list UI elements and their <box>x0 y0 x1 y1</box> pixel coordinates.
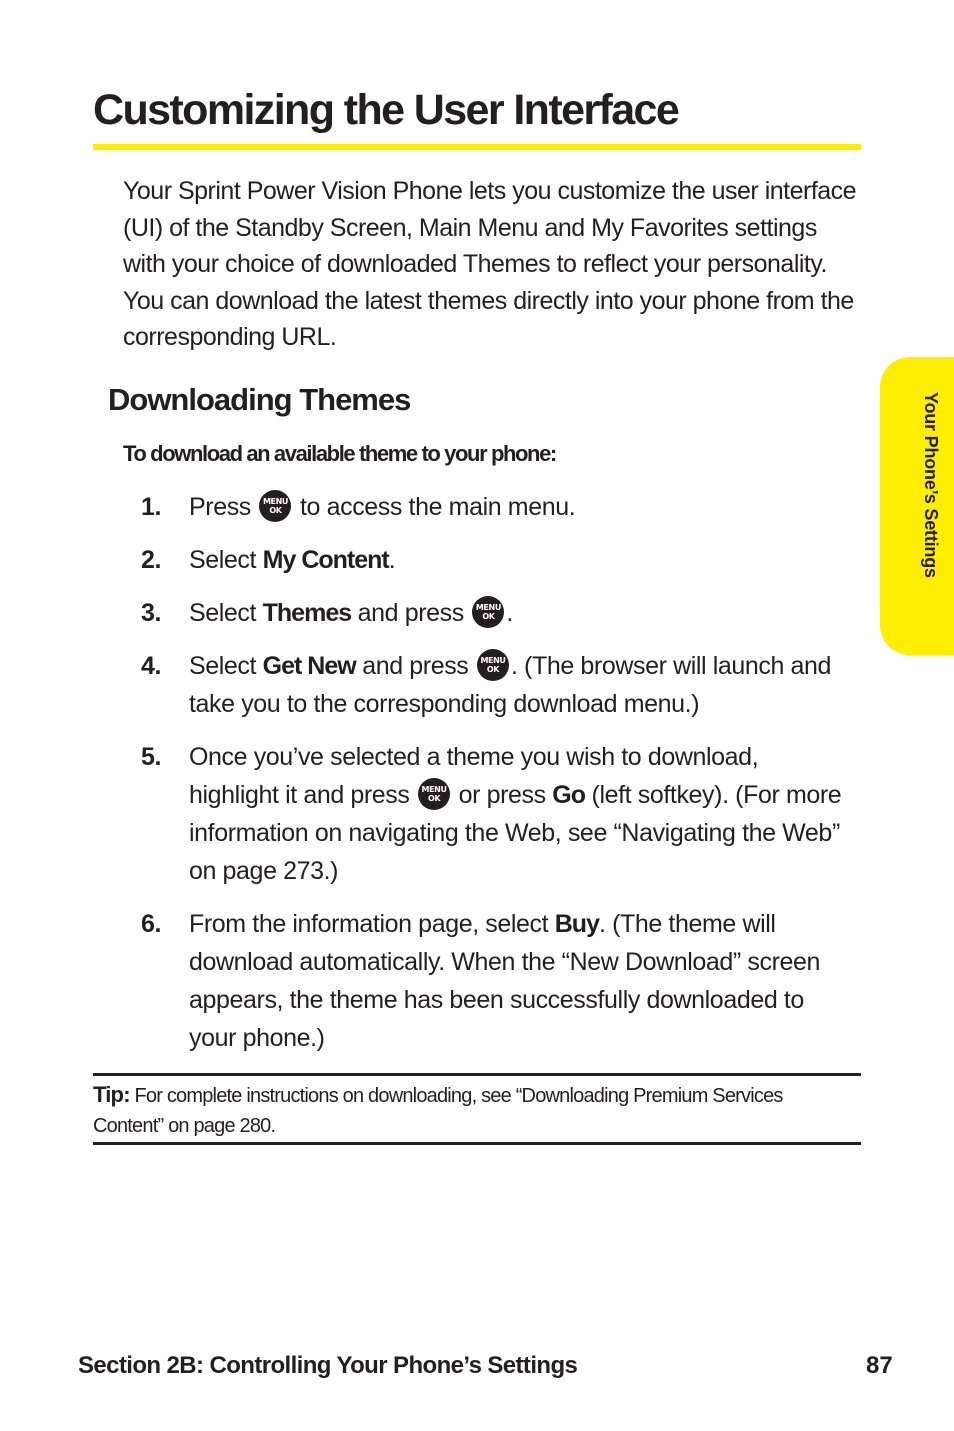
step-text <box>189 905 849 1057</box>
menu-item-name: My Content <box>262 546 389 574</box>
side-tab-label: Your Phone’s Settings <box>921 392 941 578</box>
step-text-part: Select <box>189 546 257 574</box>
step-text <box>189 488 849 526</box>
title-underline <box>93 144 861 150</box>
side-section-tab <box>880 357 954 655</box>
menu-item-name: Buy <box>554 910 599 938</box>
key-label-bottom: OK <box>269 506 282 515</box>
page-title: Customizing the User Interface <box>93 86 679 134</box>
step-text-part: . (The theme will download automatically. When the “New Download” screen appears, the theme has been successfully downloaded to your phone.) <box>189 910 821 1052</box>
tip-text <box>93 1080 793 1141</box>
step-text <box>189 647 849 723</box>
key-label-top: MENU <box>480 656 506 665</box>
menu-item-name: Get New <box>262 652 356 680</box>
step-text-part: . (The browser will launch and take you to the corresponding download menu.) <box>189 652 832 718</box>
step-text <box>189 738 849 890</box>
key-label-bottom: OK <box>482 612 495 621</box>
step-text-part: or press <box>458 781 546 809</box>
footer-section-title: Section 2B: Controlling Your Phone’s Settings <box>78 1352 578 1379</box>
section-subheading: Downloading Themes <box>108 382 411 417</box>
step-text-part: Once you’ve selected a theme you wish to download, highlight it and press <box>189 743 759 809</box>
procedure-heading: To download an available theme to your phone: <box>123 441 556 466</box>
key-label-top: MENU <box>475 603 501 612</box>
step-text <box>189 594 849 632</box>
step-text-part: to access the main menu. <box>300 493 576 521</box>
menu-ok-key-icon <box>477 649 509 681</box>
step-text-part: From the information page, select <box>189 910 549 938</box>
step-text <box>189 541 849 579</box>
step-text-part: Select <box>189 652 257 680</box>
key-label-top: MENU <box>262 497 288 506</box>
menu-item-name: Themes <box>262 599 352 627</box>
menu-ok-key-icon <box>418 778 450 810</box>
step-number: 2. <box>141 546 162 574</box>
tip-body: For complete instructions on downloading, see “Downloading Premium Services Content” on page 280. <box>93 1085 783 1137</box>
page-number: 87 <box>866 1352 893 1379</box>
key-label-bottom: OK <box>427 794 441 803</box>
menu-ok-key-icon <box>259 490 291 522</box>
menu-ok-key-icon <box>472 596 504 628</box>
step-text-part: . <box>388 546 396 574</box>
tip-label: Tip: <box>93 1082 130 1107</box>
intro-paragraph: Your Sprint Power Vision Phone lets you customize the user interface (UI) of the Standby Screen, Main Menu and My Favorites settings with your choice of downloaded Themes to reflect your personality. You can download the latest themes directly into your phone from the corresponding URL. <box>123 177 857 351</box>
step-number: 3. <box>141 599 162 627</box>
softkey-name: Go <box>552 781 585 809</box>
tip-box <box>93 1073 861 1145</box>
key-label-bottom: OK <box>486 665 500 674</box>
key-label-top: MENU <box>421 785 447 794</box>
step-text-part: and press <box>357 599 464 627</box>
step-text-part: Press <box>189 493 251 521</box>
step-text-part: (left softkey). (For more information on navigating the Web, see “Navigating the Web” on page 273.) <box>189 781 842 885</box>
step-number: 1. <box>141 493 162 521</box>
step-text-part: Select <box>189 599 257 627</box>
step-text-part: and press <box>362 652 469 680</box>
step-number: 6. <box>141 910 162 938</box>
step-number: 5. <box>141 743 162 771</box>
step-text-part: . <box>506 599 513 627</box>
step-number: 4. <box>141 652 162 680</box>
